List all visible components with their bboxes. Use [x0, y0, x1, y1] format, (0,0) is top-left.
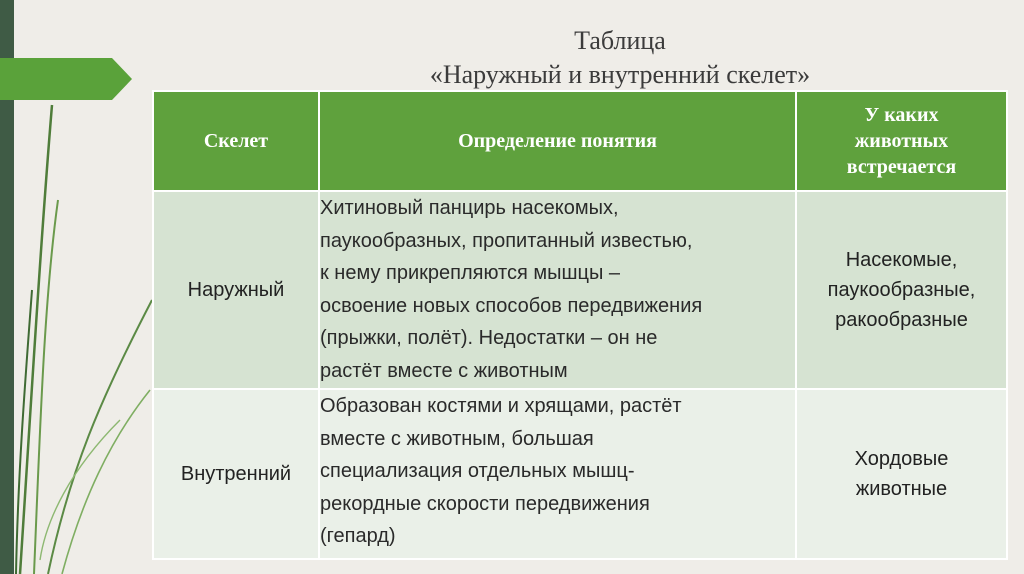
row-animals-internal: [796, 389, 1007, 559]
row-definition-internal: [319, 389, 796, 559]
row-kind-internal: Внутренний: [153, 389, 319, 559]
title-line-2: «Наружный и внутренний скелет»: [429, 60, 811, 89]
definition-line: растёт вместе с животным: [320, 359, 568, 382]
row-animals-external: [796, 191, 1007, 389]
definition-line: (гепард): [320, 525, 396, 547]
slide-title: [340, 24, 900, 92]
header-animals-line: животных: [854, 130, 949, 152]
animals-line: животные: [855, 478, 948, 500]
animals-line: Хордовые: [854, 448, 949, 470]
header-animals-line: У каких: [864, 104, 939, 126]
definition-line: рекордные скорости передвижения: [320, 492, 650, 515]
header-definition: Определение понятия: [319, 91, 796, 191]
definition-line: освоение новых способов передвижения: [320, 294, 703, 317]
definition-line: специализация отдельных мышц-: [320, 460, 635, 482]
title-line-1: Таблица: [574, 26, 666, 55]
header-animals-line: встречается: [846, 156, 957, 178]
definition-line: Хитиновый панцирь насекомых,: [320, 197, 619, 219]
definition-line: к нему прикрепляются мышцы –: [320, 262, 621, 284]
skeleton-table: [152, 90, 1008, 560]
definition-line: паукообразных, пропитанный известью,: [320, 229, 693, 252]
definition-line: (прыжки, полёт). Недостатки – он не: [320, 327, 658, 349]
header-skeleton: Скелет: [153, 91, 319, 191]
table-row: [153, 389, 1007, 559]
row-kind-external: Наружный: [153, 191, 319, 389]
row-definition-external: [319, 191, 796, 389]
definition-line: вместе с животным, большая: [320, 427, 594, 450]
animals-line: ракообразные: [835, 309, 968, 331]
animals-line: паукообразные,: [827, 279, 976, 301]
animals-line: Насекомые,: [845, 249, 958, 271]
arrow-banner-icon: [0, 58, 132, 100]
definition-line: Образован костями и хрящами, растёт: [320, 395, 682, 417]
table-row: [153, 191, 1007, 389]
header-animals: [796, 91, 1007, 191]
table-header-row: [153, 91, 1007, 191]
